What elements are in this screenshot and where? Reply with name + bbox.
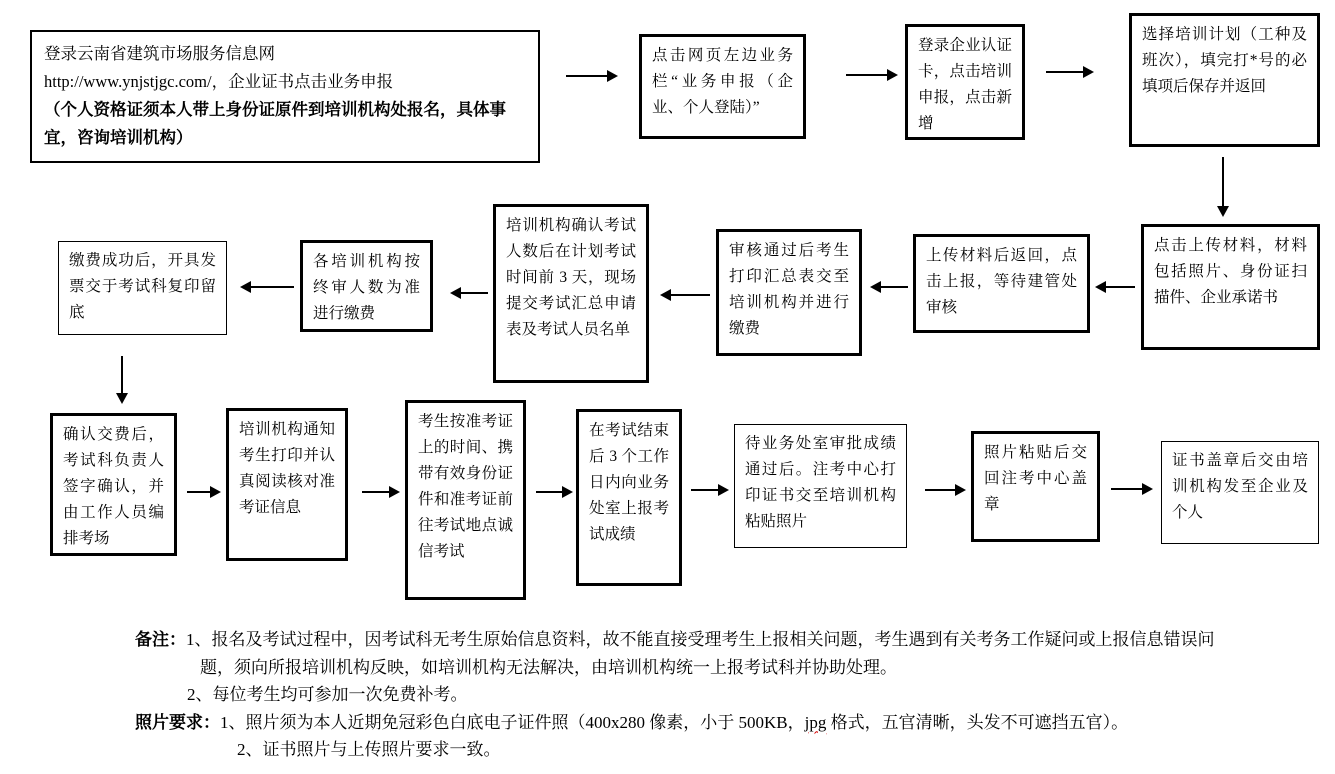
step-print-certificate — [734, 424, 907, 548]
remark-text: 1、报名及考试过程中，因考试科无考生原始信息资料，故不能直接受理考生上报相关问题，考生遇到有关考务工作疑问或上报信息错误问 — [186, 630, 1215, 649]
photo-text: 格式，五官清晰，头发不可遮挡五官）。 — [826, 712, 1129, 732]
step-text: 培训机构确认考试人数后在计划考试时间前 3 天，现场提交考试汇总申请表及考试人员名单 — [506, 217, 636, 338]
photo-text: 2、证书照片与上传照片要求一致。 — [237, 740, 501, 759]
step-text: 点击上传材料，材料包括照片、身份证扫描件、企业承诺书 — [1154, 237, 1307, 306]
step-text: 照片粘贴后交回注考中心盖章 — [984, 444, 1087, 513]
step-upload-materials — [1141, 224, 1320, 350]
step-submit-for-review — [913, 234, 1090, 333]
jpg-spellcheck-text: jpg — [804, 712, 827, 732]
step-text: 确认交费后，考试科负责人签字确认，并由工作人员编排考场 — [63, 426, 164, 547]
note-photo-line2 — [237, 736, 1305, 764]
photo-requirements-label: 照片要求： — [135, 712, 220, 732]
arrow-right-icon — [925, 489, 956, 491]
arrow-left-icon — [250, 286, 294, 288]
arrow-right-icon — [536, 491, 563, 493]
step-org-pay-by-final-count — [300, 240, 433, 332]
note-photo-line1 — [135, 709, 1305, 737]
step-text: 审核通过后考生打印汇总表交至培训机构并进行缴费 — [729, 242, 849, 337]
remark-text: 题，须向所报培训机构反映，如培训机构无法解决，由培训机构统一上报考试科并协助处理。 — [200, 657, 897, 677]
step-text: 在考试结束后 3 个工作日内向业务处室上报考试成绩 — [589, 422, 669, 543]
remark-label: 备注： — [135, 630, 186, 649]
step-text-line-bold: （个人资格证须本人带上身份证原件到培训机构处报名，具体事宜，咨询培训机构） — [44, 100, 506, 147]
arrow-right-icon — [187, 491, 211, 493]
arrow-right-icon — [362, 491, 390, 493]
step-photo-back-to-center — [971, 431, 1100, 542]
step-login-website — [30, 30, 540, 163]
step-notify-print-admission — [226, 408, 348, 561]
arrow-left-icon — [460, 292, 488, 294]
arrow-left-icon — [670, 294, 710, 296]
photo-text: 1、照片须为本人近期免冠彩色白底电子证件照（400x280 像素，小于 500KB， — [220, 712, 805, 732]
remark-text: 2、每位考生均可参加一次免费补考。 — [187, 685, 468, 704]
step-text: 上传材料后返回，点击上报，等待建管处审核 — [926, 247, 1077, 316]
arrow-right-icon — [846, 74, 888, 76]
step-select-training-plan — [1129, 13, 1320, 147]
step-attend-exam — [405, 400, 526, 600]
step-invoice-to-exam-section — [58, 241, 227, 335]
arrow-right-icon — [1046, 71, 1084, 73]
step-text: 培训机构通知考生打印并认真阅读核对准考证信息 — [239, 421, 335, 516]
arrow-down-icon — [121, 356, 123, 394]
step-training-org-confirm — [493, 204, 649, 383]
note-remark-line2 — [200, 654, 1305, 682]
step-print-summary-pay — [716, 229, 862, 356]
arrow-right-icon — [566, 75, 608, 77]
arrow-down-icon — [1222, 157, 1224, 207]
step-confirm-payment-sign — [50, 413, 177, 556]
step-text: 待业务处室审批成绩通过后。注考中心打印证书交至培训机构粘贴照片 — [745, 435, 896, 530]
step-text: 各培训机构按终审人数为准进行缴费 — [313, 253, 420, 322]
step-click-business-column — [639, 34, 806, 139]
step-text: 缴费成功后，开具发票交于考试科复印留底 — [69, 252, 216, 321]
step-text: 点击网页左边业务栏“业务申报（企业、个人登陆）” — [652, 47, 793, 116]
notes-section — [135, 626, 1305, 764]
step-text: 选择培训计划（工种及班次），填完打*号的必填项后保存并返回 — [1142, 26, 1307, 95]
step-report-scores — [576, 409, 682, 586]
arrow-right-icon — [1111, 488, 1143, 490]
arrow-right-icon — [691, 489, 719, 491]
note-remark-line3 — [187, 681, 1305, 709]
step-text: 考生按准考证上的时间、携带有效身份证件和准考证前往考试地点诚信考试 — [418, 413, 513, 560]
step-text: 登录企业认证卡，点击培训申报，点击新增 — [918, 37, 1012, 132]
step-text-line: http://www.ynjstjgc.com/，企业证书点击业务申报 — [44, 72, 394, 91]
arrow-left-icon — [880, 286, 908, 288]
note-remark-line1 — [135, 626, 1305, 654]
step-text: 证书盖章后交由培训机构发至企业及个人 — [1172, 452, 1308, 521]
step-certificate-delivery — [1161, 441, 1319, 544]
step-text-line: 登录云南省建筑市场服务信息网 — [44, 44, 275, 63]
arrow-left-icon — [1105, 286, 1135, 288]
step-login-cert-card — [905, 24, 1025, 140]
